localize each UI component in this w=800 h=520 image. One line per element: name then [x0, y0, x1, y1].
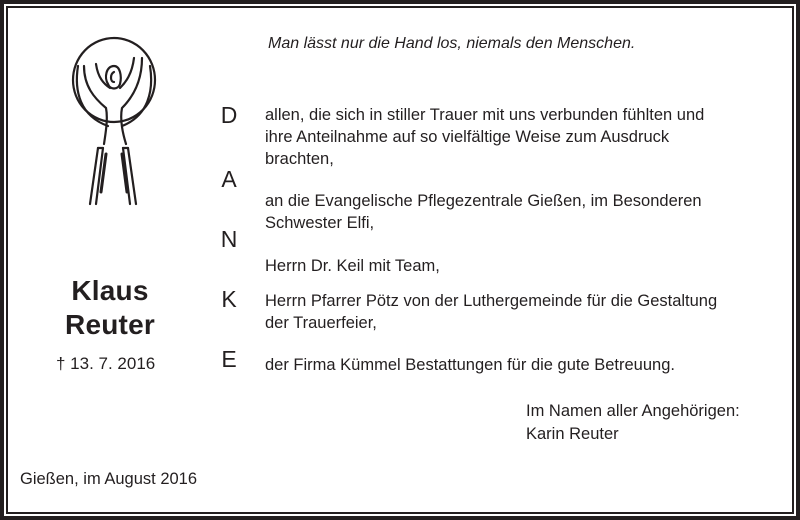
place-and-date: Gießen, im August 2016 — [20, 470, 198, 488]
signature-intro: Im Namen aller Angehörigen: — [526, 402, 740, 420]
thanks-line: der Firma Kümmel Bestattungen für die gute Betreuung. — [265, 356, 675, 374]
thanks-paragraph-5 — [265, 354, 785, 376]
acrostic-letter-a: A — [221, 166, 237, 192]
thanks-line: Schwester Elfi, — [265, 214, 375, 232]
deceased-first-name: Klaus — [71, 275, 149, 306]
thanks-line: Herrn Dr. Keil mit Team, — [265, 257, 440, 275]
raised-arms-figure-in-circle-icon — [70, 36, 160, 214]
thanks-line: brachten, — [265, 150, 334, 168]
thanks-line: an die Evangelische Pflegezentrale Gießen, im Besonderen — [265, 192, 702, 210]
acrostic-letter-k: K — [221, 286, 237, 312]
thanks-line: allen, die sich in stiller Trauer mit uns verbunden fühlten und — [265, 106, 705, 124]
death-date: † 13. 7. 2016 — [56, 354, 156, 373]
thanks-paragraph-1 — [265, 104, 785, 170]
thanks-paragraph-3 — [265, 255, 785, 277]
thanks-paragraph-2 — [265, 190, 785, 234]
thanks-paragraph-4 — [265, 290, 785, 334]
deceased-last-name: Reuter — [65, 309, 155, 340]
acrostic-letter-d: D — [220, 102, 238, 128]
signature-name: Karin Reuter — [526, 425, 619, 443]
thanks-line: ihre Anteilnahme auf so vielfältige Weise zum Ausdruck — [265, 128, 670, 146]
motto-quote: Man lässt nur die Hand los, niemals den Menschen. — [268, 35, 636, 52]
acrostic-letter-e: E — [221, 346, 237, 372]
thanks-line: der Trauerfeier, — [265, 314, 377, 332]
thanks-line: Herrn Pfarrer Pötz von der Luthergemeinde für die Gestaltung — [265, 292, 718, 310]
acrostic-letter-n: N — [220, 226, 238, 252]
